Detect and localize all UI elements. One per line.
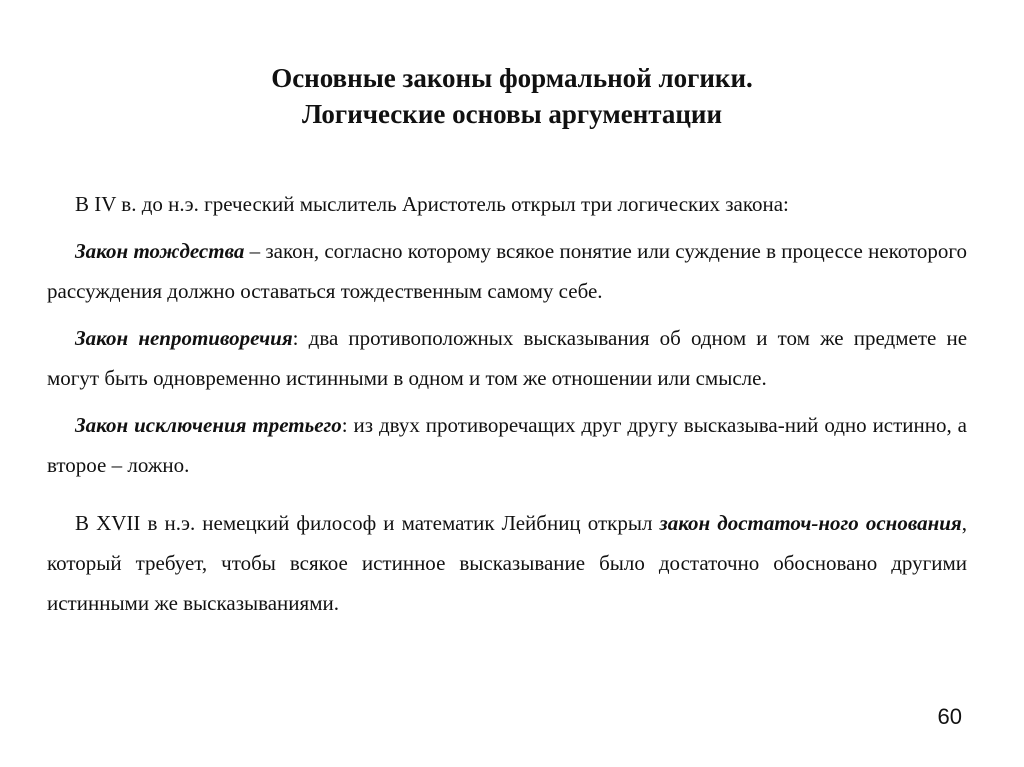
leibniz-text-before: В XVII в н.э. немецкий философ и математик Лейбниц открыл (75, 511, 660, 535)
leibniz-text-after: , который требует, чтобы всякое истинное высказывание было достаточно обосновано другими истинными же высказываниями. (47, 511, 967, 615)
title-line-2: Логические основы аргументации (301, 99, 723, 129)
identity-law-term: Закон тождества (75, 239, 245, 263)
slide-body (47, 184, 967, 630)
excluded-middle-law-paragraph (47, 405, 967, 485)
noncontradiction-law-paragraph (47, 318, 967, 398)
intro-paragraph: В IV в. до н.э. греческий мыслитель Аристотель открыл три логических закона: (75, 192, 789, 216)
sufficient-reason-law-term: закон достаточ-ного основания (659, 511, 962, 535)
leibniz-paragraph (47, 503, 967, 623)
excluded-middle-law-text: : из двух противоречащих друг другу высказыва-ний одно истинно, а второе – ложно. (47, 413, 967, 477)
identity-law-paragraph (47, 231, 967, 311)
title-line-1: Основные законы формальной логики. (271, 63, 753, 93)
slide-title (0, 60, 1024, 132)
noncontradiction-law-term: Закон непротиворечия (75, 326, 293, 350)
noncontradiction-law-text: : два противоположных высказывания об одном и том же предмете не могут быть одновременно истинными в одном и том же отношении или смысле. (47, 326, 968, 390)
page-number: 60 (937, 704, 962, 729)
excluded-middle-law-term: Закон исключения третьего (75, 413, 342, 437)
identity-law-text: – закон, согласно которому всякое понятие или суждение в процессе некоторого рассуждения должно оставаться тождественным самому себе. (47, 239, 967, 303)
